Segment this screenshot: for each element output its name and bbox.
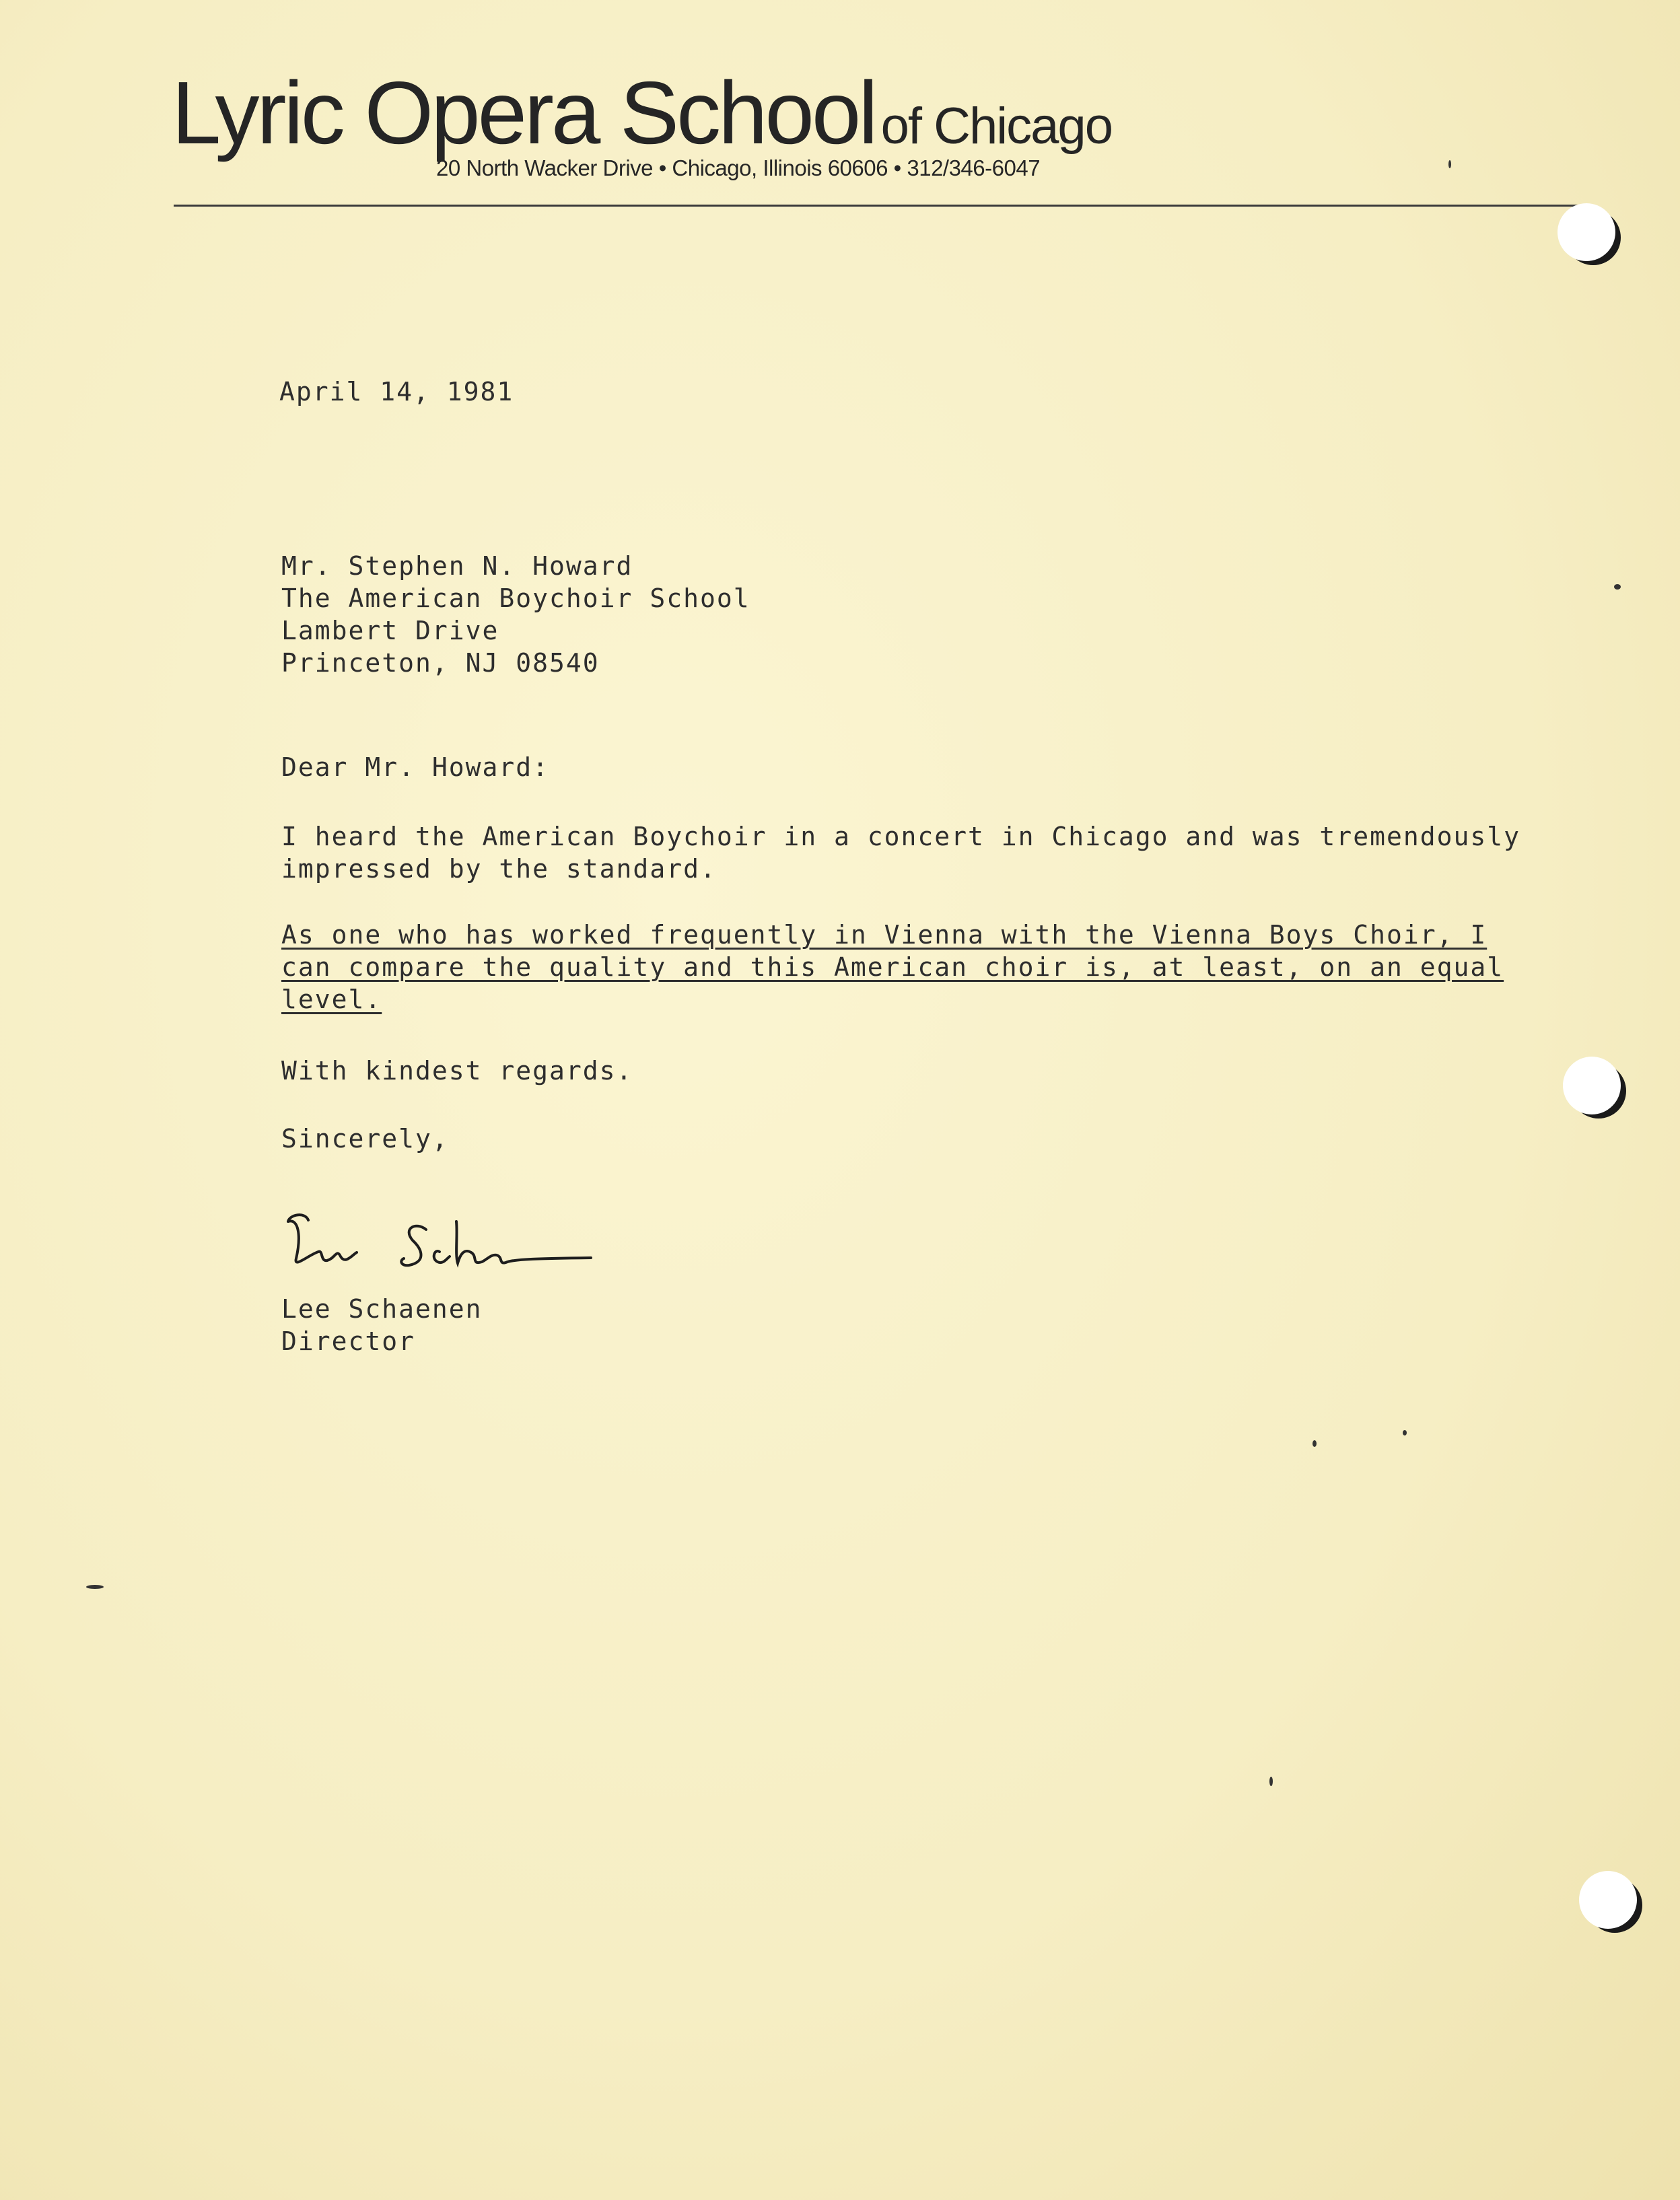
handwritten-signature bbox=[281, 1195, 604, 1282]
recipient-address bbox=[281, 550, 750, 679]
salutation: Dear Mr. Howard: bbox=[281, 752, 550, 782]
signature-text: Lee Scha bbox=[281, 1280, 288, 1281]
paper-speck bbox=[86, 1585, 104, 1589]
paragraph-line: can compare the quality and this American choir is, at least, on an equal bbox=[281, 952, 1504, 982]
paper-speck bbox=[1448, 160, 1451, 168]
paper-speck bbox=[1312, 1440, 1317, 1447]
body-paragraph-2 bbox=[281, 919, 1504, 1016]
recipient-line: Lambert Drive bbox=[281, 616, 499, 645]
letterhead-name bbox=[172, 62, 1112, 164]
signer-block bbox=[281, 1293, 483, 1357]
paper-speck bbox=[1269, 1777, 1273, 1786]
recipient-line: The American Boychoir School bbox=[281, 583, 750, 613]
letterhead-name-sub: of Chicago bbox=[880, 98, 1112, 155]
letterhead-name-main: Lyric Opera School bbox=[172, 63, 876, 162]
letter-date: April 14, 1981 bbox=[279, 377, 514, 406]
signer-name: Lee Schaenen bbox=[281, 1294, 483, 1324]
paper-speck bbox=[1403, 1430, 1407, 1435]
binder-hole-middle bbox=[1563, 1057, 1621, 1114]
letterhead-address: 20 North Wacker Drive • Chicago, Illinois 60606 • 312/346-6047 bbox=[436, 155, 1041, 180]
recipient-line: Princeton, NJ 08540 bbox=[281, 648, 600, 678]
paper-speck bbox=[1614, 584, 1621, 590]
complimentary-closing: Sincerely, bbox=[281, 1124, 449, 1154]
binder-hole-top bbox=[1558, 203, 1615, 261]
regards: With kindest regards. bbox=[281, 1056, 633, 1086]
paragraph-line: I heard the American Boychoir in a concert in Chicago and was tremendously bbox=[281, 822, 1520, 851]
paragraph-line: level. bbox=[281, 985, 382, 1014]
signer-title: Director bbox=[281, 1326, 416, 1356]
recipient-line: Mr. Stephen N. Howard bbox=[281, 551, 633, 581]
paragraph-line: As one who has worked frequently in Vienna with the Vienna Boys Choir, I bbox=[281, 920, 1488, 950]
body-paragraph-1 bbox=[281, 820, 1520, 885]
letterhead-divider bbox=[174, 205, 1580, 207]
paragraph-line: impressed by the standard. bbox=[281, 854, 717, 884]
binder-hole-bottom bbox=[1579, 1871, 1637, 1929]
